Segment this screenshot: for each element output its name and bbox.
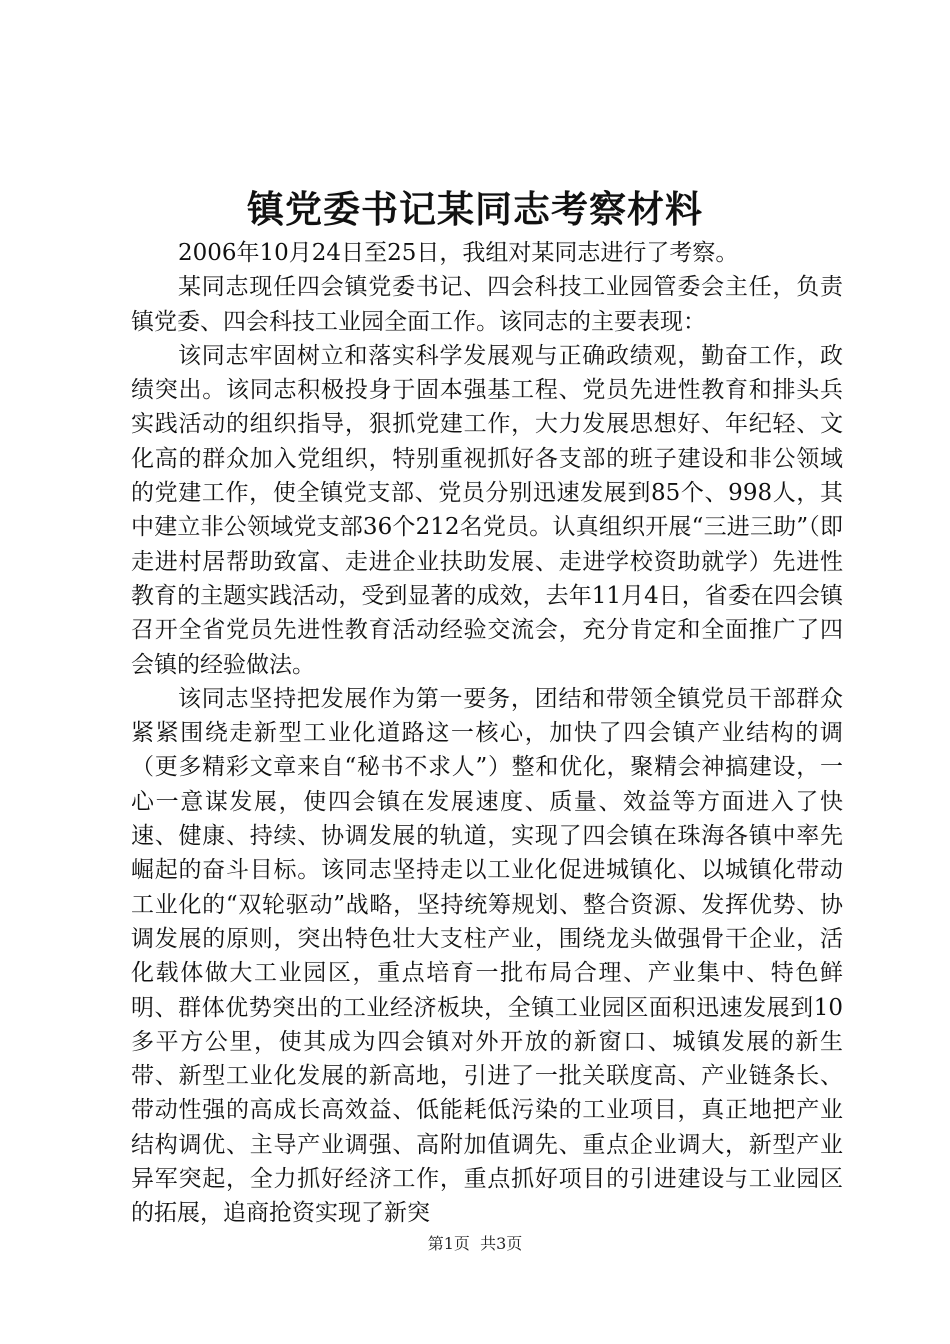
document-body bbox=[131, 236, 843, 1231]
paragraph-development: 该同志坚持把发展作为第一要务，团结和带领全镇党员干部群众紧紧围绕走新型工业化道路这一核心，加快了四会镇产业结构的调（更多精彩文章来自“秘书不求人”）整和优化，聚精会神搞建设，一心一意谋发展，使四会镇在发展速度、质量、效益等方面进入了快速、健康、持续、协调发展的轨道，实现了四会镇在珠海各镇中率先崛起的奋斗目标。该同志坚持走以工业化促进城镇化、以城镇化带动工业化的“双轮驱动”战略，坚持统筹规划、整合资源、发挥优势、协调发展的原则，突出特色壮大支柱产业，围绕龙头做强骨干企业，活化载体做大工业园区，重点培育一批布局合理、产业集中、特色鲜明、群体优势突出的工业经济板块，全镇工业园区面积迅速发展到10多平方公里，使其成为四会镇对外开放的新窗口、城镇发展的新生带、新型工业化发展的新高地，引进了一批关联度高、产业链条长、带动性强的高成长高效益、低能耗低污染的工业项目，真正地把产业结构调优、主导产业调强、高附加值调先、重点企业调大，新型产业异军突起，全力抓好经济工作，重点抓好项目的引进建设与工业园区的拓展，追商抢资实现了新突 bbox=[131, 685, 843, 1227]
paragraph-exam-date: 2006年10月24日至25日，我组对某同志进行了考察。 bbox=[178, 240, 739, 266]
paragraph-party-building: 该同志牢固树立和落实科学发展观与正确政绩观，勤奋工作，政绩突出。该同志积极投身于固本强基工程、党员先进性教育和排头兵实践活动的组织指导，狠抓党建工作，大力发展思想好、年纪轻、文化高的群众加入党组织，特别重视抓好各支部的班子建设和非公领域的党建工作，使全镇党支部、党员分别迅速发展到85个、998人，其中建立非公领域党支部36个212名党员。认真组织开展“三进三助”（即走进村居帮助致富、走进企业扶助发展、走进学校资助就学）先进性教育的主题实践活动，受到显著的成效，去年11月4日，省委在四会镇召开全省党员先进性教育活动经验交流会，充分肯定和全面推广了四会镇的经验做法。 bbox=[131, 342, 843, 678]
document-title: 镇党委书记某同志考察材料 bbox=[247, 187, 703, 231]
paragraph-position: 某同志现任四会镇党委书记、四会科技工业园管委会主任，负责镇党委、四会科技工业园全面工作。该同志的主要表现： bbox=[131, 274, 843, 335]
page-number: 第1页 共3页 bbox=[427, 1234, 523, 1253]
page-footer bbox=[0, 1234, 950, 1254]
